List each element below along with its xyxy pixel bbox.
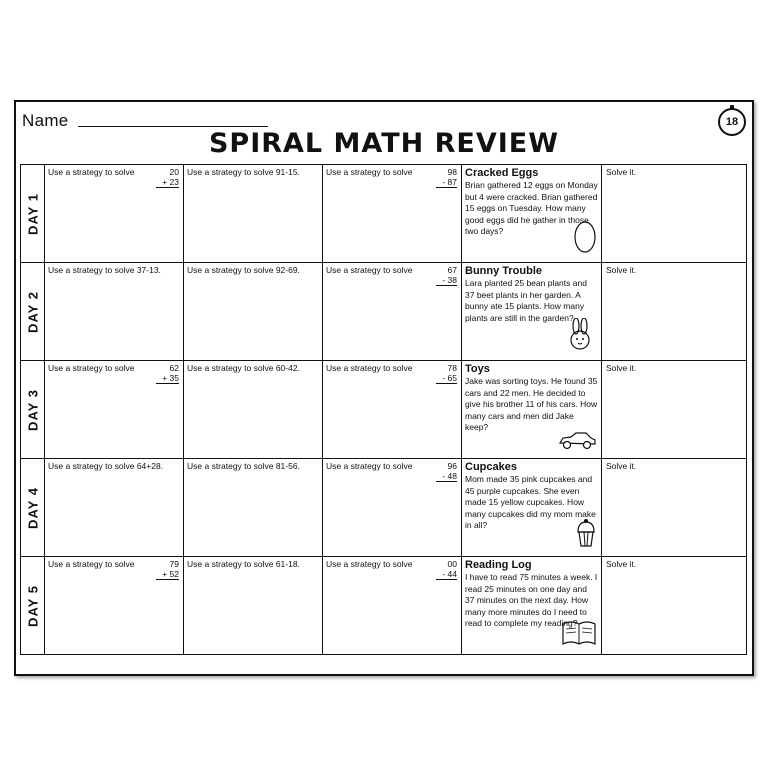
solve-cell[interactable]	[602, 165, 747, 263]
word-problem-title: Bunny Trouble	[465, 265, 542, 277]
day-label: DAY 4	[25, 486, 40, 529]
problem-top-number: 78	[447, 363, 457, 373]
problem-top-number: 98	[447, 167, 457, 177]
day-cell	[21, 459, 45, 557]
problem-cell-2[interactable]	[184, 557, 323, 655]
apple-page-number-icon	[718, 108, 746, 136]
name-line	[78, 126, 268, 127]
problem-prompt: Use a strategy to solve 81-56.	[187, 461, 300, 471]
problem-top-number: 67	[447, 265, 457, 275]
word-problem-title: Cracked Eggs	[465, 167, 539, 179]
problem-top-number: 00	[447, 559, 457, 569]
day-row-3	[21, 361, 747, 459]
problem-cell-1[interactable]	[45, 459, 184, 557]
word-problem-text: I have to read 75 minutes a week. I read 25 minutes on one day and 37 minutes on the next day. How many more minutes do I need to read to complete my reading?	[465, 572, 598, 628]
problem-prompt: Use a strategy to solve 60-42.	[187, 363, 300, 373]
problem-prompt: Use a strategy to solve 91-15.	[187, 167, 300, 177]
page-number: 18	[725, 116, 739, 128]
problem-cell-2[interactable]	[184, 165, 323, 263]
day-cell	[21, 165, 45, 263]
cupcake-icon	[575, 518, 597, 553]
problem-top-number: 96	[447, 461, 457, 471]
name-label: Name	[22, 111, 69, 130]
solve-cell[interactable]	[602, 557, 747, 655]
vertical-problem	[436, 265, 457, 286]
page-title: SPIRAL MATH REVIEW	[208, 128, 560, 159]
day-cell	[21, 263, 45, 361]
solve-cell[interactable]	[602, 263, 747, 361]
problem-top-number: 62	[169, 363, 179, 373]
problem-cell-1[interactable]	[45, 165, 184, 263]
day-label: DAY 1	[25, 192, 40, 235]
book-icon	[561, 618, 597, 651]
problem-top-number: 79	[169, 559, 179, 569]
problem-bottom-number: - 48	[436, 471, 457, 482]
problem-cell-2[interactable]	[184, 361, 323, 459]
word-problem-title: Toys	[465, 363, 490, 375]
word-problem-cell	[462, 263, 602, 361]
word-problem-cell	[462, 165, 602, 263]
solve-label: Solve it.	[606, 559, 637, 569]
bunny-icon	[563, 318, 597, 357]
vertical-problem	[436, 461, 457, 482]
problem-cell-2[interactable]	[184, 459, 323, 557]
problem-bottom-number: + 23	[156, 177, 179, 188]
egg-icon	[573, 220, 597, 259]
problem-bottom-number: - 38	[436, 275, 457, 286]
word-problem-cell	[462, 361, 602, 459]
word-problem-text: Mom made 35 pink cupcakes and 45 purple cupcakes. She even made 15 yellow cupcakes. How many cupcakes did my mom make in all?	[465, 474, 596, 530]
problem-prompt: Use a strategy to solve 64+28.	[48, 461, 164, 471]
day-label: DAY 3	[25, 388, 40, 431]
vertical-problem	[156, 363, 179, 384]
day-label: DAY 2	[25, 290, 40, 333]
day-label: DAY 5	[25, 584, 40, 627]
problem-prompt: Use a strategy to solve 61-18.	[187, 559, 300, 569]
day-cell	[21, 557, 45, 655]
problem-cell-2[interactable]	[184, 263, 323, 361]
problem-prompt: Use a strategy to solve 92-69.	[187, 265, 300, 275]
problem-cell-1[interactable]	[45, 557, 184, 655]
problem-prompt: Use a strategy to solve	[48, 167, 135, 177]
solve-label: Solve it.	[606, 265, 637, 275]
solve-cell[interactable]	[602, 361, 747, 459]
solve-label: Solve it.	[606, 461, 637, 471]
day-row-2	[21, 263, 747, 361]
car-icon	[557, 430, 597, 455]
problem-prompt: Use a strategy to solve	[326, 363, 413, 373]
problem-cell-3[interactable]	[323, 165, 462, 263]
problem-cell-3[interactable]	[323, 557, 462, 655]
problem-cell-1[interactable]	[45, 263, 184, 361]
problem-prompt: Use a strategy to solve	[48, 363, 135, 373]
vertical-problem	[436, 167, 457, 188]
day-cell	[21, 361, 45, 459]
problem-bottom-number: + 52	[156, 569, 179, 580]
problem-top-number: 20	[169, 167, 179, 177]
vertical-problem	[436, 363, 457, 384]
problem-prompt: Use a strategy to solve	[326, 461, 413, 471]
word-problem-cell	[462, 557, 602, 655]
word-problem-title: Cupcakes	[465, 461, 517, 473]
problem-prompt: Use a strategy to solve	[326, 559, 413, 569]
problem-cell-1[interactable]	[45, 361, 184, 459]
word-problem-title: Reading Log	[465, 559, 532, 571]
problem-prompt: Use a strategy to solve	[48, 559, 135, 569]
day-row-4	[21, 459, 747, 557]
problem-bottom-number: - 87	[436, 177, 457, 188]
problem-cell-3[interactable]	[323, 263, 462, 361]
vertical-problem	[156, 167, 179, 188]
day-row-5	[21, 557, 747, 655]
word-problem-text: Brian gathered 12 eggs on Monday but 4 were cracked. Brian gathered 15 eggs on Tuesday. How many good eggs did he gather in those two days?	[465, 180, 598, 236]
problem-prompt: Use a strategy to solve	[326, 167, 413, 177]
problem-bottom-number: - 44	[436, 569, 457, 580]
problem-cell-3[interactable]	[323, 459, 462, 557]
problem-bottom-number: + 35	[156, 373, 179, 384]
problem-prompt: Use a strategy to solve 37-13.	[48, 265, 161, 275]
review-grid	[20, 164, 747, 655]
word-problem-text: Jake was sorting toys. He found 35 cars and 22 men. He decided to give his brother 11 of his cars. How many cars and men did Jake keep?	[465, 376, 598, 432]
word-problem-text: Lara planted 25 bean plants and 37 beet plants in her garden. A bunny ate 15 plants. How many plants are still in the garden?	[465, 278, 587, 323]
problem-bottom-number: - 65	[436, 373, 457, 384]
problem-prompt: Use a strategy to solve	[326, 265, 413, 275]
solve-label: Solve it.	[606, 363, 637, 373]
worksheet	[14, 100, 754, 676]
vertical-problem	[156, 559, 179, 580]
solve-label: Solve it.	[606, 167, 637, 177]
solve-cell[interactable]	[602, 459, 747, 557]
problem-cell-3[interactable]	[323, 361, 462, 459]
vertical-problem	[436, 559, 457, 580]
day-row-1	[21, 165, 747, 263]
word-problem-cell	[462, 459, 602, 557]
